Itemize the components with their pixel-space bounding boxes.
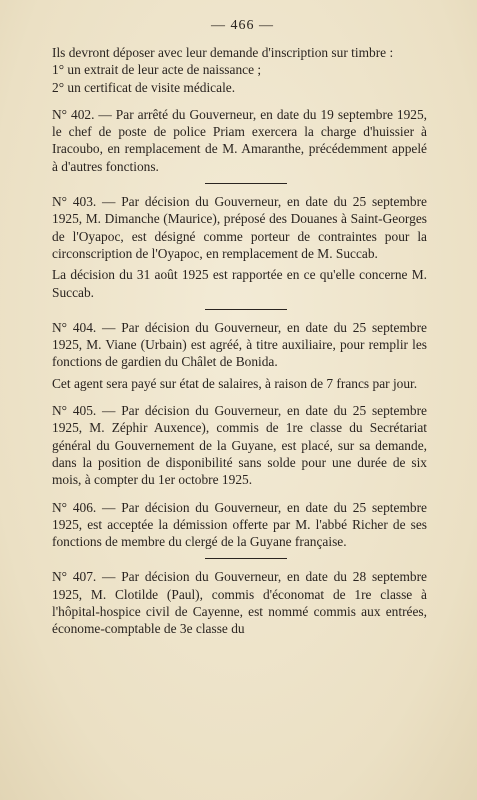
- intro-item-2: 2° un certificat de visite médicale.: [52, 79, 236, 95]
- intro-item-1: 1° un extrait de leur acte de naissance ;: [52, 62, 262, 78]
- intro-block: [52, 44, 427, 96]
- entry-405: [52, 402, 427, 488]
- entry-paragraph: N° 407. — Par décision du Gouverneur, en date du 28 septembre 1925, M. Clotilde (Paul), commis d'économat de 1re classe à l'hôpital-hospice civil de Cayenne, est nommé commis aux entrées, économe-comptable de 3e classe du: [52, 569, 427, 637]
- entry-403: [52, 193, 427, 301]
- entry-paragraph: N° 406. — Par décision du Gouverneur, en date du 25 septembre 1925, est acceptée la démission offerte par M. l'abbé Richer de ses fonctions de membre du clergé de la Guyane française.: [52, 499, 427, 550]
- separator-rule: [205, 309, 287, 310]
- separator-rule: [205, 183, 287, 184]
- entry-paragraph: N° 403. — Par décision du Gouverneur, en date du 25 septembre 1925, M. Dimanche (Maurice), préposé des Douanes à Saint-Georges de l'Oyapoc, est désigné comme porteur de contraintes pour la circonscription de l'Oyapoc, en remplacement de M. Succab.: [52, 194, 427, 261]
- page-number: — 466 —: [211, 18, 274, 33]
- entry-paragraph: Cet agent sera payé sur état de salaires, à raison de 7 francs par jour.: [52, 375, 418, 391]
- entry-404: [52, 319, 427, 392]
- entry-paragraph: N° 404. — Par décision du Gouverneur, en date du 25 septembre 1925, M. Viane (Urbain) est agréé, à titre auxiliaire, pour remplir les fonctions de gardien du Châlet de Bonida.: [52, 319, 427, 370]
- entry-407: [52, 568, 427, 637]
- entry-paragraph: N° 405. — Par décision du Gouverneur, en date du 25 septembre 1925, M. Zéphir Auxence), commis de 1re classe du Secrétariat général du Gouvernement de la Guyane, est placé, sur sa demande, dans la position de disponibilité sans solde pour une durée de six mois, à compter du 1er octobre 1925.: [52, 403, 427, 488]
- entry-406: [52, 499, 427, 551]
- separator-rule: [205, 558, 287, 559]
- intro-lead: Ils devront déposer avec leur demande d'inscription sur timbre :: [52, 45, 394, 60]
- entry-paragraph: N° 402. — Par arrêté du Gouverneur, en date du 19 septembre 1925, le chef de poste de police Priam exercera la charge d'huissier à Iracoubo, en remplacement de M. Amaranthe, précédemment appelé à d'autres fonctions.: [52, 106, 427, 174]
- entry-402: [52, 106, 427, 175]
- entry-paragraph: La décision du 31 août 1925 est rapportée en ce qu'elle concerne M. Succab.: [52, 267, 427, 300]
